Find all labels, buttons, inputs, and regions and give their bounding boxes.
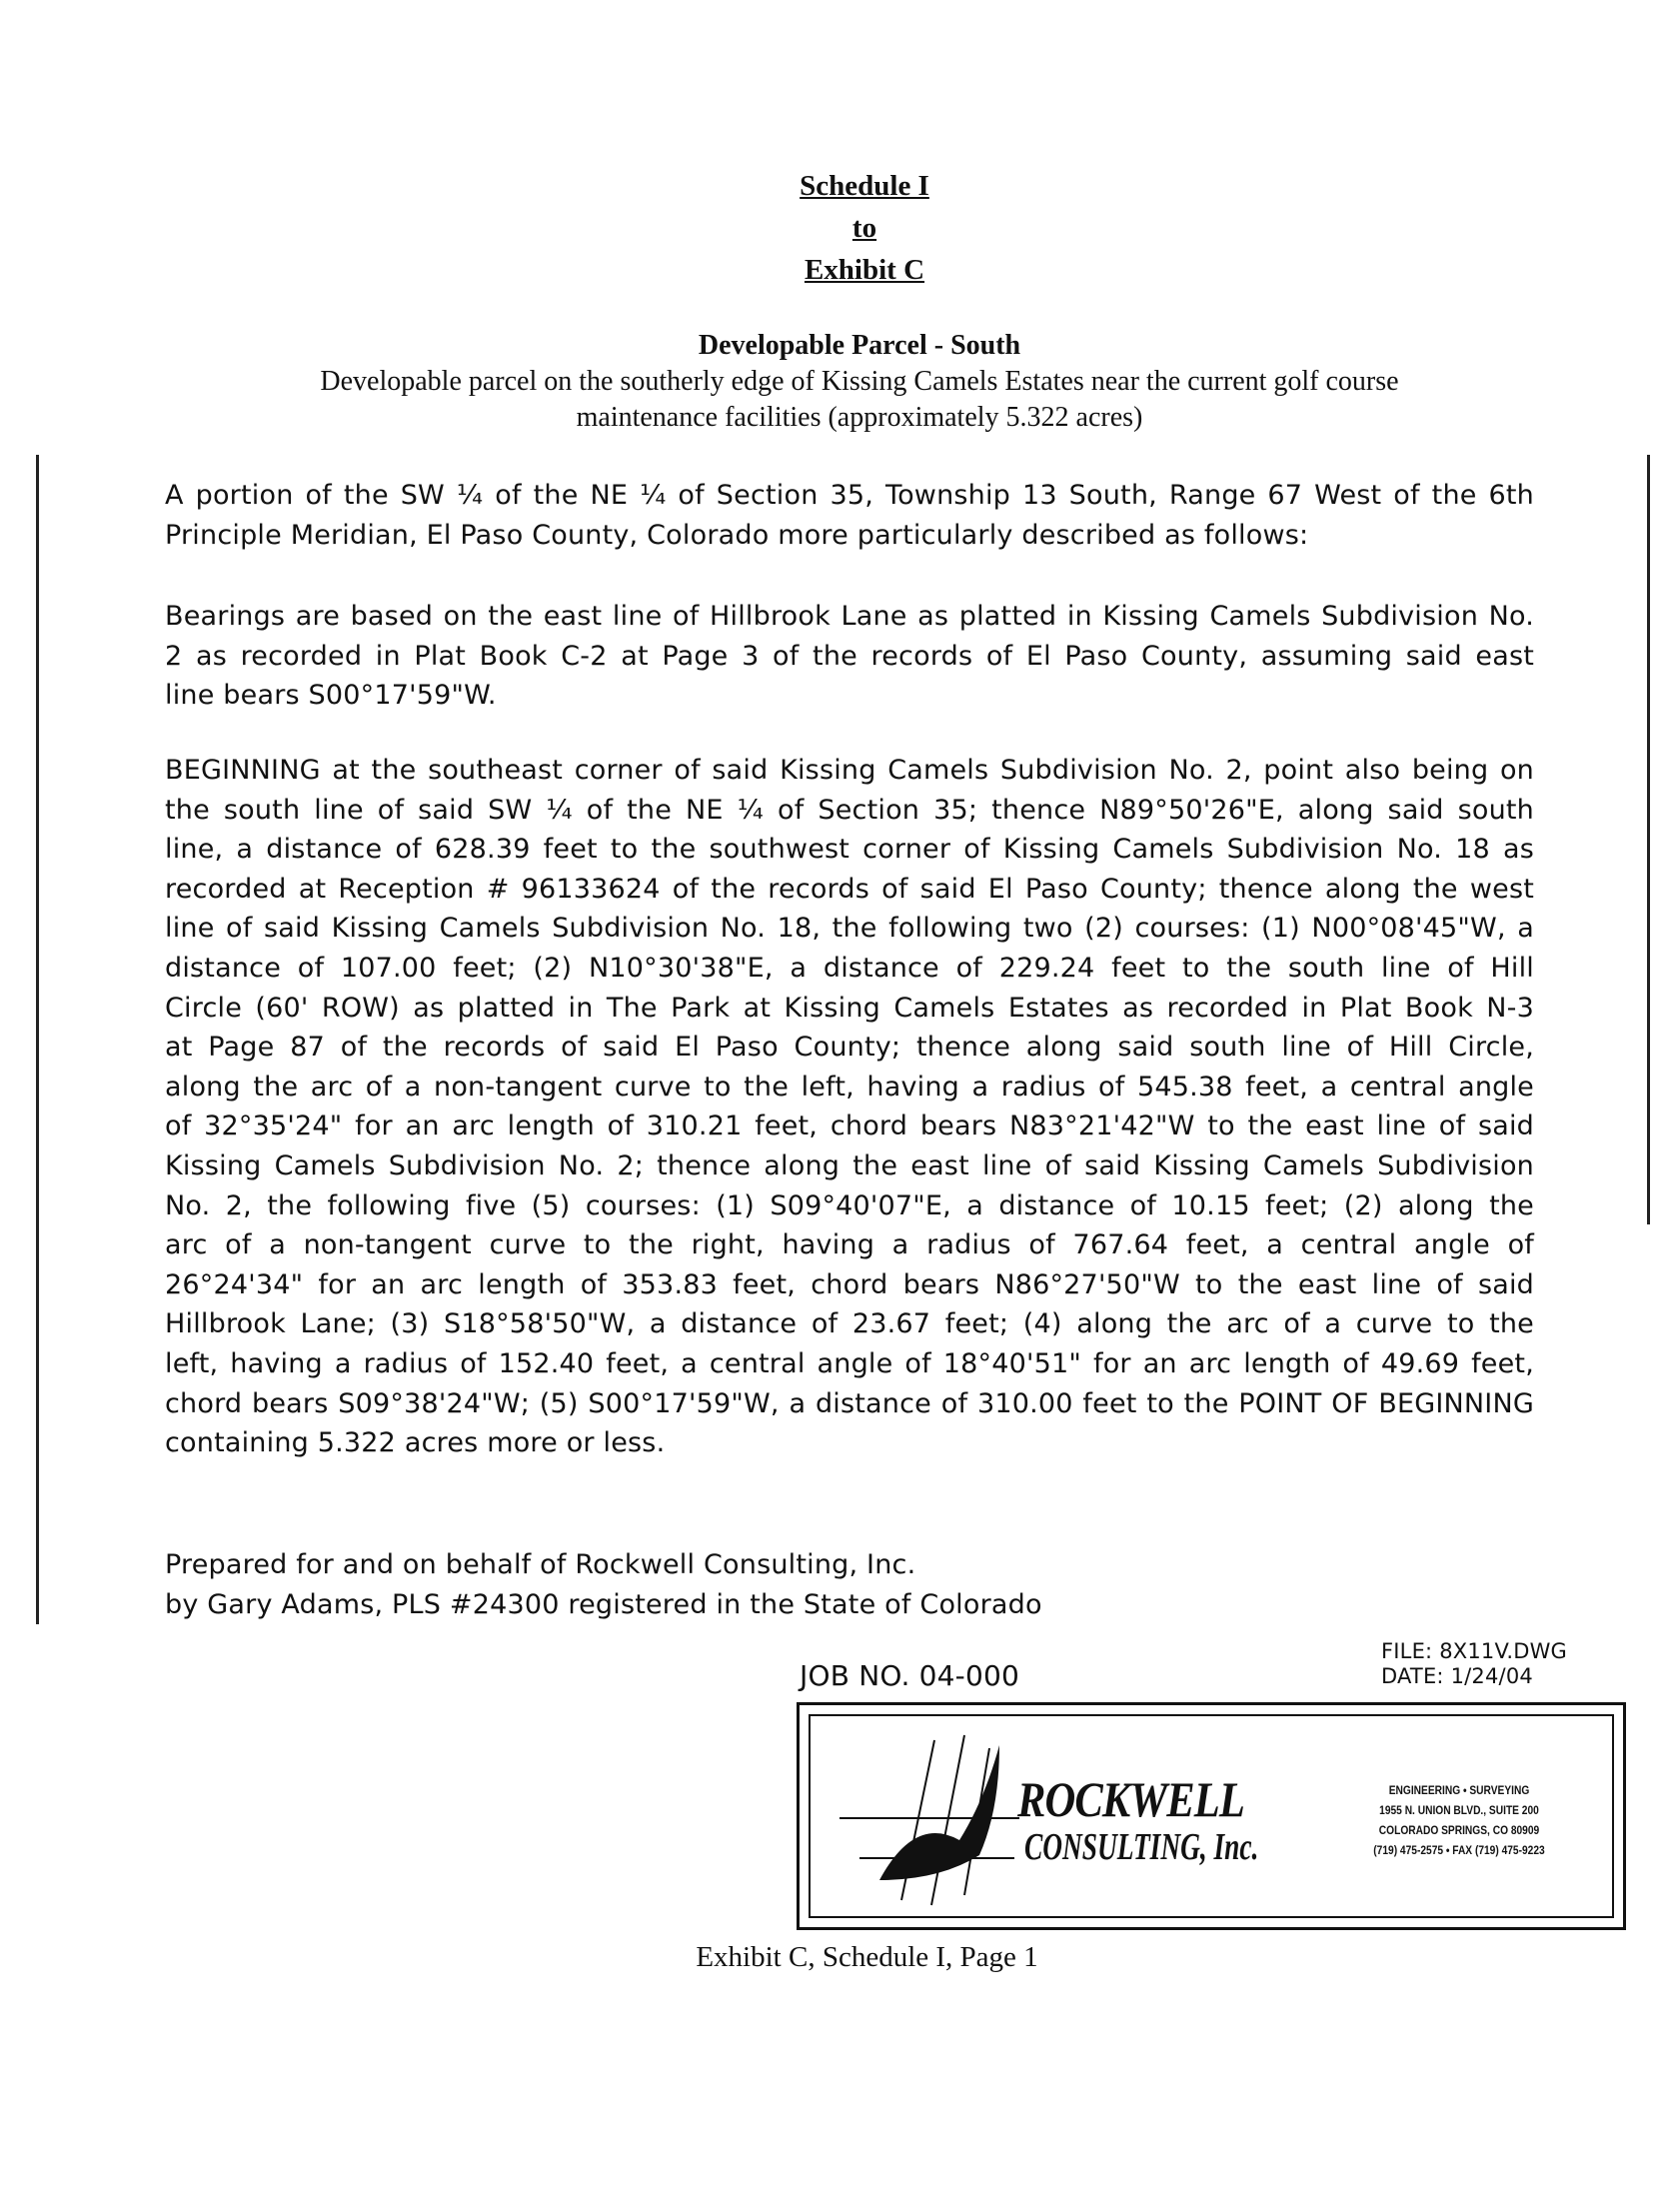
parcel-description-line-1: Developable parcel on the southerly edge of Kissing Camels Estates near the current golf course bbox=[320, 366, 1399, 397]
metes-and-bounds bbox=[165, 751, 1534, 1463]
file-info bbox=[1381, 1639, 1567, 1689]
prepared-line-1: Prepared for and on behalf of Rockwell Consulting, Inc. bbox=[165, 1549, 916, 1580]
surveyor-title-block bbox=[797, 1702, 1626, 1930]
contact-services: ENGINEERING • SURVEYING bbox=[1388, 1783, 1530, 1797]
intro-line: Principle Meridian, El Paso County, Colorado more particularly described as follows: bbox=[165, 519, 1309, 551]
heading-schedule: Schedule I bbox=[800, 170, 929, 202]
metes-line: line, a distance of 628.39 feet to the southwest corner of Kissing Camels Subdivision No. 18 as bbox=[165, 834, 1534, 866]
metes-line: the south line of said SW ¼ of the NE ¼ of Section 35; thence N89°50'26"E, along said south bbox=[165, 794, 1534, 826]
scan-edge-left bbox=[36, 455, 39, 1624]
metes-line: Circle (60' ROW) as platted in The Park at Kissing Camels Estates as recorded in Plat Book N-3 bbox=[165, 992, 1534, 1024]
metes-line: recorded at Reception # 96133624 of the records of said El Paso County; thence along the west bbox=[165, 873, 1534, 905]
metes-line: at Page 87 of the records of said El Paso County; thence along said south line of Hill Circle, bbox=[165, 1032, 1534, 1064]
metes-line: No. 2, the following five (5) courses: (1) S09°40'07"E, a distance of 10.15 feet; (2) along the bbox=[165, 1189, 1534, 1221]
bearings-line: Bearings are based on the east line of Hillbrook Lane as platted in Kissing Camels Subdivision No. bbox=[165, 601, 1534, 632]
heading-to: to bbox=[851, 212, 877, 244]
prepared-by bbox=[165, 1545, 1534, 1624]
scan-edge-right bbox=[1647, 455, 1650, 1224]
prepared-line-2: by Gary Adams, PLS #24300 registered in the State of Colorado bbox=[165, 1588, 1042, 1620]
page-footer: Exhibit C, Schedule I, Page 1 bbox=[696, 1941, 1038, 1973]
file-name: FILE: 8X11V.DWG bbox=[1381, 1639, 1568, 1663]
bearings-basis bbox=[165, 597, 1534, 716]
company-name: ROCKWELL bbox=[1017, 1771, 1245, 1827]
metes-line: distance of 107.00 feet; (2) N10°30'38"E, a distance of 229.24 feet to the south line of Hill bbox=[165, 952, 1534, 984]
metes-line: of 32°35'24" for an arc length of 310.21 feet, chord bears N83°21'42"W to the east line of said bbox=[165, 1110, 1534, 1142]
parcel-description-line-2: maintenance facilities (approximately 5.322 acres) bbox=[576, 402, 1143, 433]
heading-exhibit: Exhibit C bbox=[804, 254, 925, 286]
legal-description-intro bbox=[165, 476, 1534, 555]
parcel-header bbox=[0, 328, 1679, 436]
metes-line: containing 5.322 acres more or less. bbox=[165, 1427, 666, 1459]
bearings-line: 2 as recorded in Plat Book C-2 at Page 3 of the records of El Paso County, assuming said east bbox=[165, 640, 1534, 672]
file-date: DATE: 1/24/04 bbox=[1381, 1664, 1533, 1688]
parcel-title: Developable Parcel - South bbox=[698, 330, 1021, 361]
metes-line: BEGINNING at the southeast corner of said Kissing Camels Subdivision No. 2, point also being on bbox=[165, 755, 1534, 786]
job-number: JOB NO. 04-000 bbox=[800, 1659, 1020, 1692]
contact-phone: (719) 475-2575 • FAX (719) 475-9223 bbox=[1373, 1843, 1545, 1857]
metes-line: line of said Kissing Camels Subdivision No. 18, the following two (2) courses: (1) N00°08'45"W, a bbox=[165, 913, 1534, 945]
company-contact bbox=[1344, 1780, 1574, 1860]
metes-line: Hillbrook Lane; (3) S18°58'50"W, a distance of 23.67 feet; (4) along the arc of a curve to the bbox=[165, 1308, 1534, 1340]
metes-line: arc of a non-tangent curve to the right, having a radius of 767.64 feet, a central angle of bbox=[165, 1229, 1534, 1261]
contact-address: 1955 N. UNION BLVD., SUITE 200 bbox=[1379, 1803, 1539, 1817]
metes-line: 26°24'34" for an arc length of 353.83 feet, chord bears N86°27'50"W to the east line of said bbox=[165, 1268, 1534, 1300]
company-suffix: CONSULTING, Inc. bbox=[1024, 1826, 1259, 1868]
contact-city: COLORADO SPRINGS, CO 80909 bbox=[1378, 1823, 1540, 1837]
intro-line: A portion of the SW ¼ of the NE ¼ of Section 35, Township 13 South, Range 67 West of the 6th bbox=[165, 480, 1534, 511]
metes-line: along the arc of a non-tangent curve to the left, having a radius of 545.38 feet, a central angle bbox=[165, 1071, 1534, 1103]
metes-line: Kissing Camels Subdivision No. 2; thence along the east line of said Kissing Camels Subdivision bbox=[165, 1149, 1534, 1181]
metes-line: chord bears S09°38'24"W; (5) S00°17'59"W, a distance of 310.00 feet to the POINT OF BEGINNING bbox=[165, 1387, 1534, 1419]
bearings-line: line bears S00°17'59"W. bbox=[165, 680, 497, 712]
document-heading bbox=[0, 165, 1679, 291]
metes-line: left, having a radius of 152.40 feet, a central angle of 18°40'51" for an arc length of 49.69 feet, bbox=[165, 1347, 1534, 1379]
